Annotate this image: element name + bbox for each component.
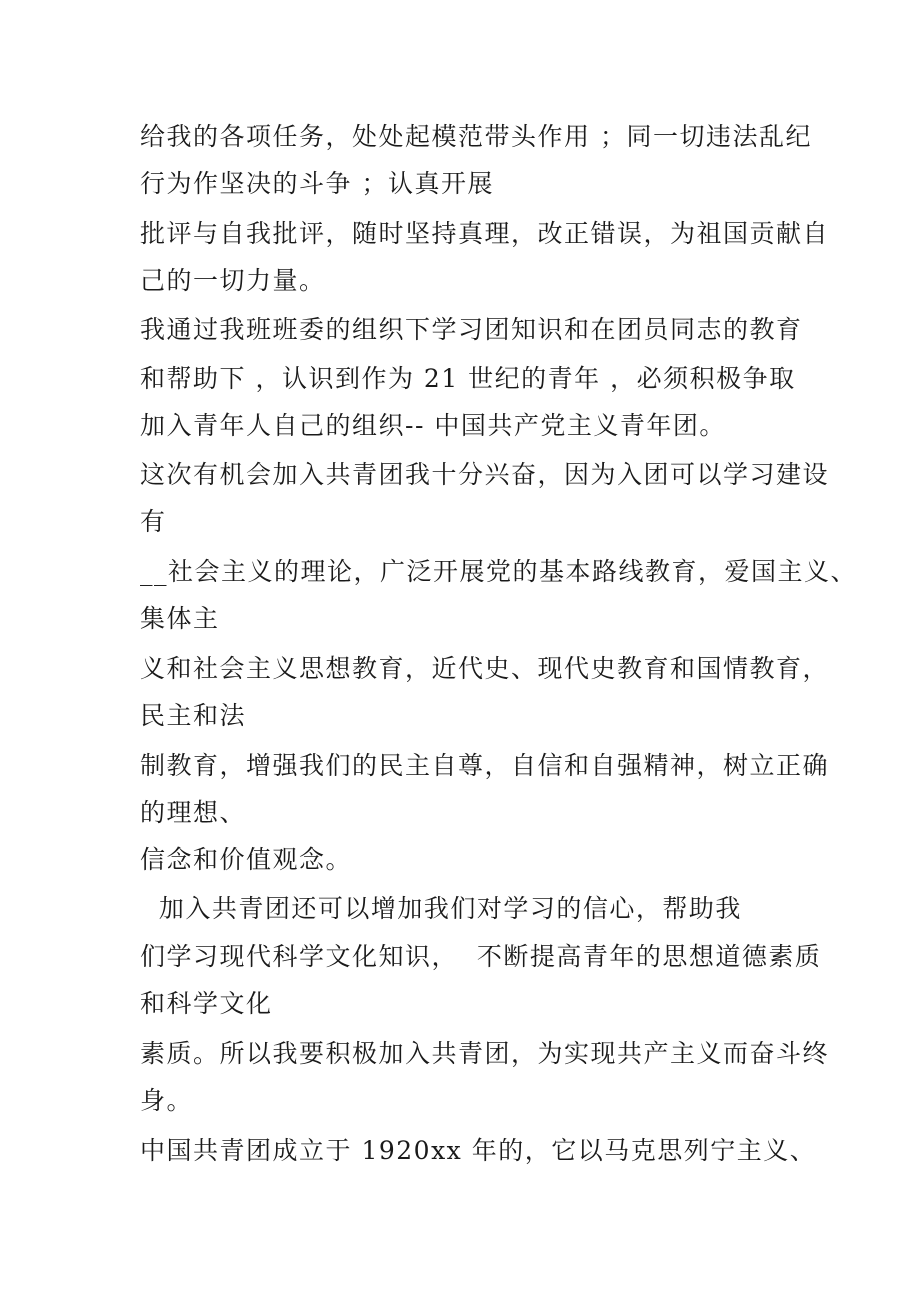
text-line-4: 己的一切力量。	[140, 266, 326, 295]
text-line-22: 中国共青团成立于 1920xx 年的，它以马克思列宁主义、	[140, 1136, 817, 1165]
text-line-8: 这次有机会加入共青团我十分兴奋，因为入团可以学习建设	[140, 460, 830, 489]
text-line-16: 信念和价值观念。	[140, 845, 353, 874]
text-line-1: 给我的各项任务，处处起模范带头作用 ；同一切违法乱纪	[140, 122, 812, 151]
text-line-15: 的理想、	[140, 798, 247, 827]
text-line-12: 义和社会主义思想教育，近代史、现代史教育和国情教育，	[140, 654, 830, 683]
text-line-18: 们学习现代科学文化知识， 不断提高青年的思想道德素质	[140, 942, 822, 971]
text-line-17: 加入共青团还可以增加我们对学习的信心，帮助我	[140, 894, 742, 923]
text-line-3: 批评与自我批评，随时坚持真理，改正错误，为祖国贡献自	[140, 219, 830, 248]
text-line-11: 集体主	[140, 604, 220, 633]
text-line-19: 和科学文化	[140, 989, 273, 1018]
text-line-14: 制教育，增强我们的民主自尊，自信和自强精神，树立正确	[140, 751, 830, 780]
text-line-9: 有	[140, 507, 167, 536]
text-line-5: 我通过我班班委的组织下学习团知识和在团员同志的教育	[140, 315, 803, 344]
text-line-21: 身。	[140, 1086, 194, 1115]
text-line-7: 加入青年人自己的组织-- 中国共产党主义青年团。	[140, 411, 726, 440]
text-line-10: __社会主义的理论，广泛开展党的基本路线教育，爱国主义、	[140, 557, 858, 586]
text-line-13: 民主和法	[140, 701, 247, 730]
text-line-2: 行为作坚决的斗争 ；认真开展	[140, 169, 494, 198]
text-line-20: 素质。所以我要积极加入共青团，为实现共产主义而奋斗终	[140, 1039, 830, 1068]
text-line-6: 和帮助下 ，认识到作为 21 世纪的青年 ，必须积极争取	[140, 364, 796, 393]
